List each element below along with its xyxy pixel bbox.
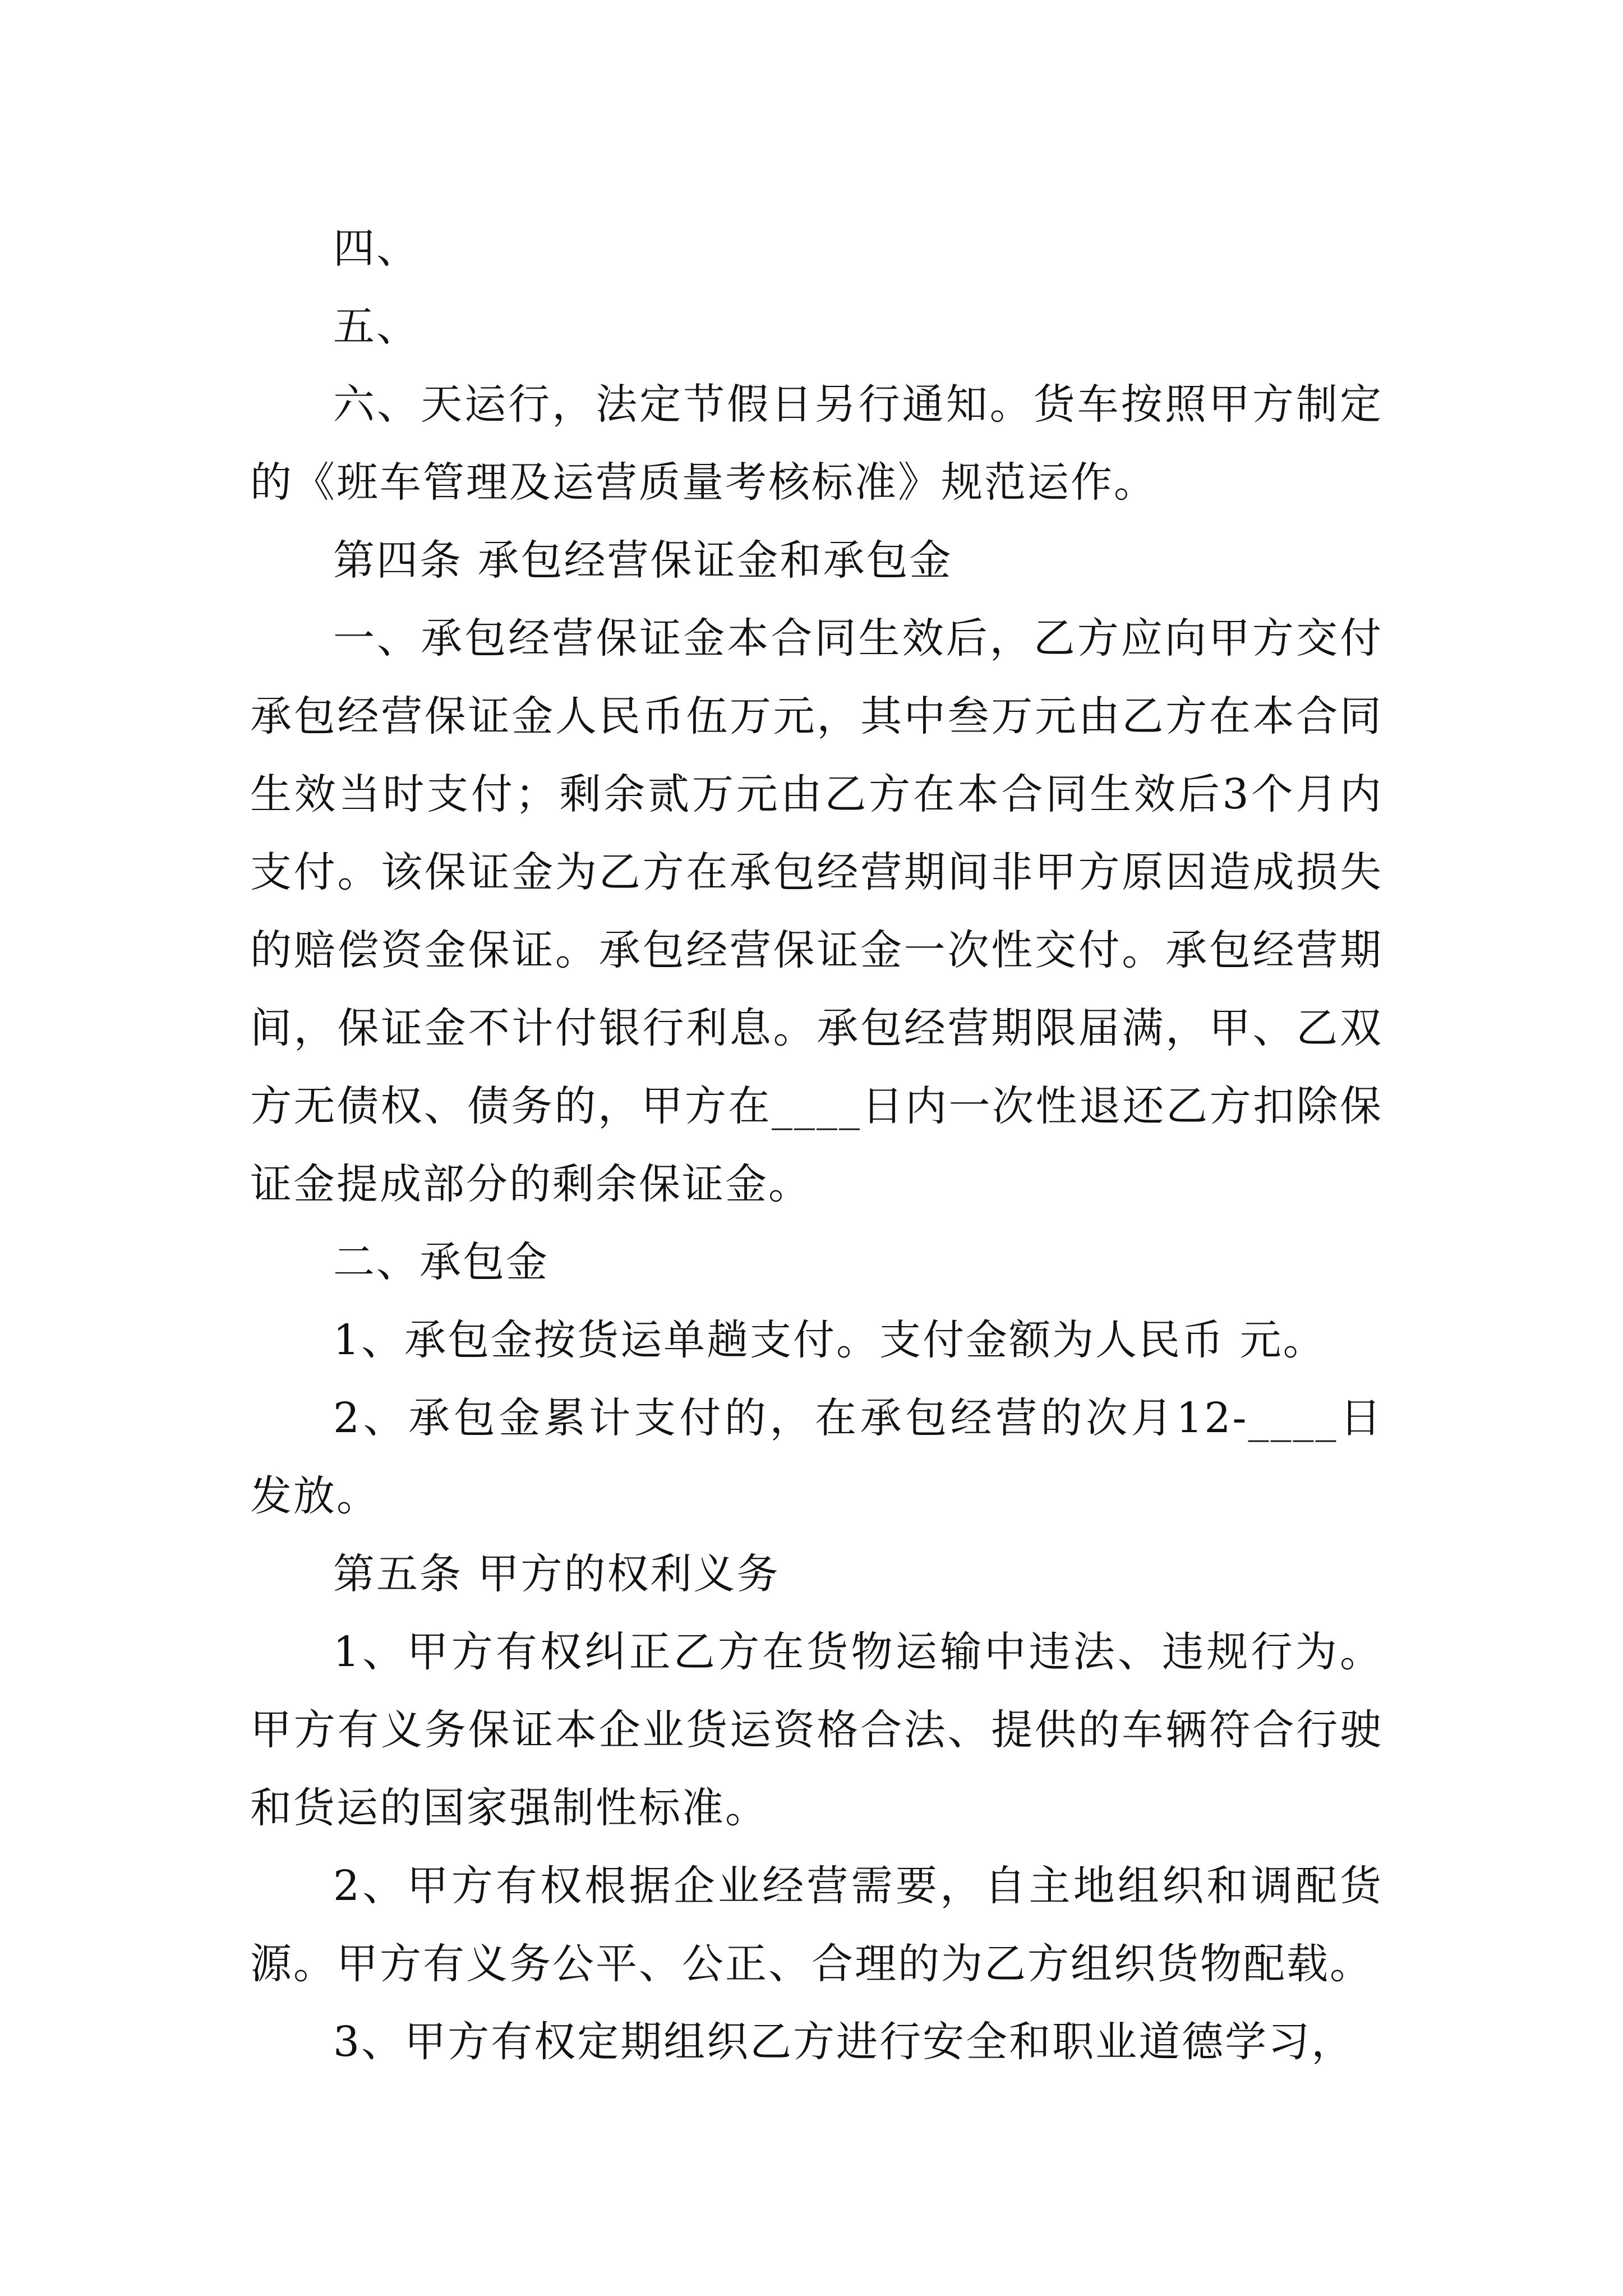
contract-fee-heading: 二、承包金 — [333, 1238, 549, 1286]
article-five-heading: 第五条 甲方的权利义务 — [333, 1550, 780, 1598]
party-a-right-2: 2、甲方有权根据企业经营需要，自主地组织和调配货源。甲方有义务公平、公正、合理的为乙方组织货物配载。 — [250, 1862, 1383, 1988]
deposit-clause: 一、承包经营保证金本合同生效后，乙方应向甲方交付承包经营保证金人民币伍万元，其中叁万元由乙方在本合同生效当时支付；剩余贰万元由乙方在本合同生效后3个月内支付。该保证金为乙方在承包经营期间非甲方原因造成损失的赔偿资金保证。承包经营保证金一次性交付。承包经营期间，保证金不计付银行利息。承包经营期限届满，甲、乙双方无债权、债务的，甲方在____日内一次性退还乙方扣除保证金提成部分的剩余保证金。 — [250, 614, 1383, 1208]
article-four-heading: 第四条 承包经营保证金和承包金 — [333, 536, 953, 585]
party-a-right-3: 3、甲方有权定期组织乙方进行安全和职业道德学习， — [333, 2018, 1355, 2066]
item-five: 五、 — [333, 302, 419, 351]
item-six-operation: 六、天运行，法定节假日另行通知。货车按照甲方制定的《班车管理及运营质量考核标准》规范运作。 — [250, 380, 1383, 507]
contract-fee-item-1: 1、承包金按货运单趟支付。支付金额为人民币 元。 — [333, 1316, 1326, 1364]
contract-fee-item-2: 2、承包金累计支付的，在承包经营的次月12-____日发放。 — [250, 1394, 1383, 1520]
item-four: 四、 — [333, 224, 419, 273]
party-a-right-1: 1、甲方有权纠正乙方在货物运输中违法、违规行为。甲方有义务保证本企业货运资格合法、提供的车辆符合行驶和货运的国家强制性标准。 — [250, 1628, 1383, 1832]
document-body — [250, 210, 1383, 2081]
